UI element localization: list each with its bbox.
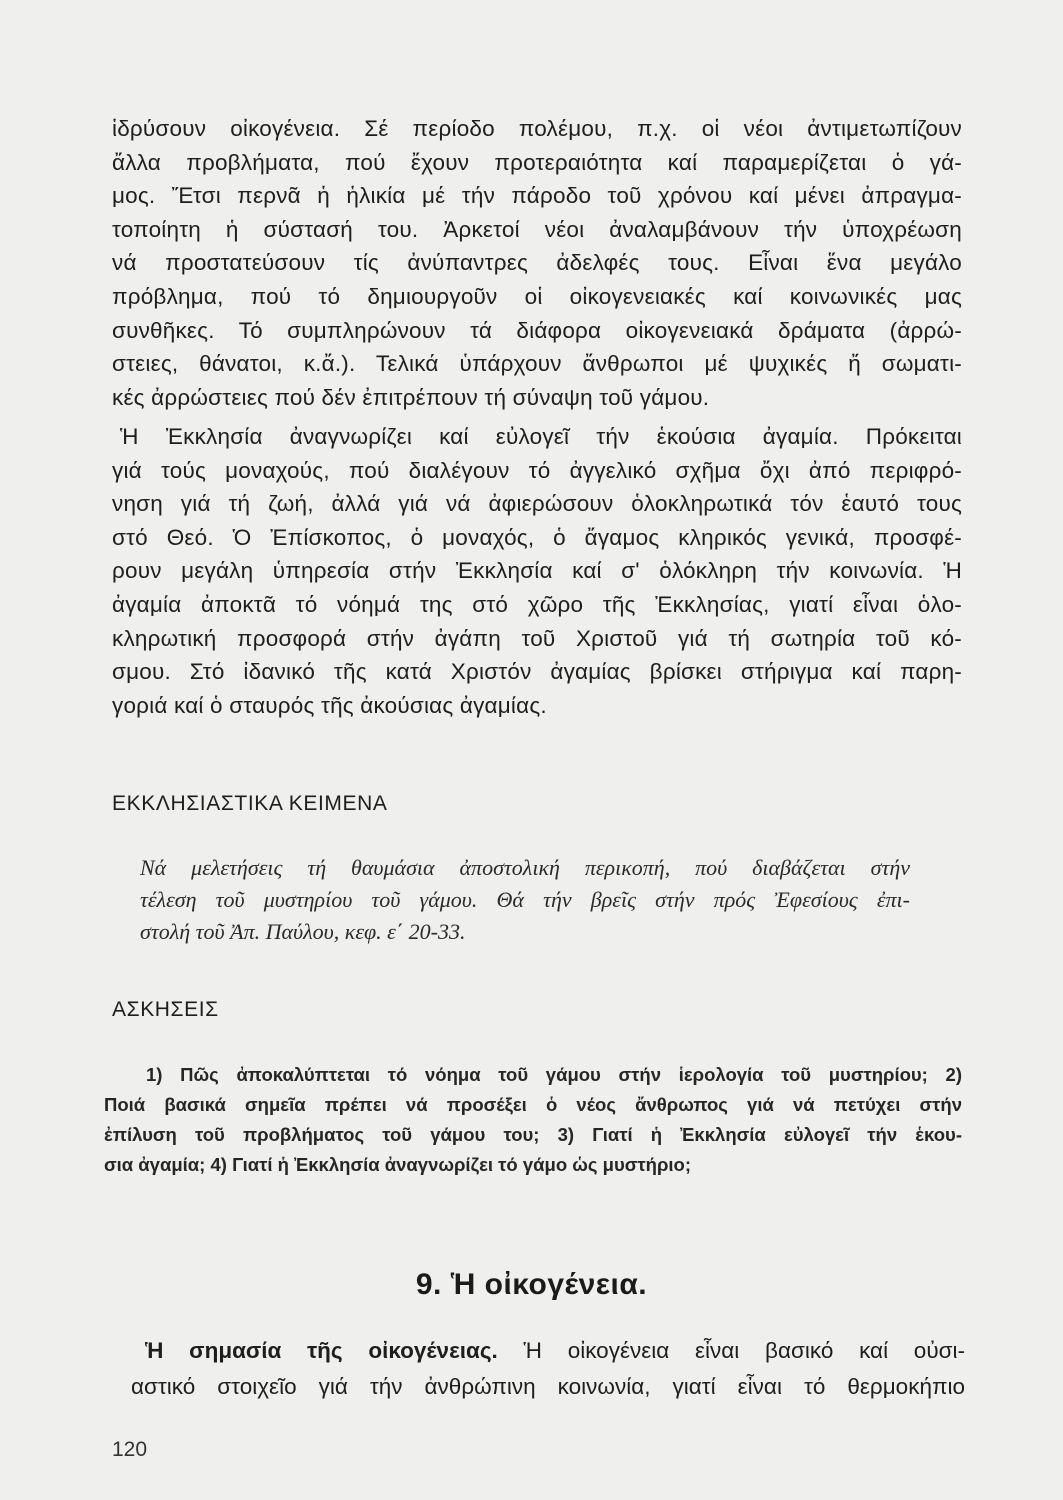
text-line: στειες, θάνατοι, κ.ἄ.). Τελικά ὑπάρχουν ἄνθρωποι μέ ψυχικές ἤ σωματι- bbox=[112, 351, 962, 377]
section-lead: Ἡ σημασία τῆς οἰκογένειας. bbox=[145, 1338, 498, 1363]
chapter-title: 9. Ἡ οἰκογένεια. bbox=[415, 1268, 648, 1301]
exercise-line: σια ἀγαμία; 4) Γιατί ἡ Ἐκκλησία ἀναγνωρίζει τό γάμο ὡς μυστήριο; bbox=[104, 1154, 692, 1175]
reading-line: Νά μελετήσεις τή θαυμάσια ἀποστολική περικοπή, πού διαβάζεται στήν bbox=[140, 855, 910, 880]
text-line: νηση γιά τή ζωή, ἀλλά γιά νά ἀφιερώσουν ὁλοκληρωτικά τόν ἑαυτό τους bbox=[112, 491, 962, 517]
text-line: νά προστατεύσουν τίς ἀνύπαντρες ἀδελφές τους. Εἶναι ἕνα μεγάλο bbox=[112, 250, 962, 276]
chapter-line-rest: Ἡ οἰκογένεια εἶναι βασικό καί οὐσι- bbox=[497, 1338, 965, 1363]
text-line: σμου. Στό ἰδανικό τῆς κατά Χριστόν ἀγαμίας βρίσκει στήριγμα καί παρη- bbox=[112, 659, 962, 685]
text-line: ἱδρύσουν οἰκογένεια. Σέ περίοδο πολέμου, π.χ. οἱ νέοι ἀντιμετωπίζουν bbox=[112, 116, 962, 141]
exercise-line: ἐπίλυση τοῦ προβλήματος τοῦ γάμου του; 3) Γιατί ἡ Ἐκκλησία εὐλογεῖ τήν ἑκου- bbox=[104, 1124, 962, 1145]
reading-line: τέλεση τοῦ μυστηρίου τοῦ γάμου. Θά τήν βρεῖς στήν πρός Ἐφεσίους ἐπι- bbox=[140, 887, 910, 912]
church-paragraph bbox=[112, 420, 962, 722]
text-line: κληρωτική προσφορά στήν ἀγάπη τοῦ Χριστοῦ γιά τή σωτηρία τοῦ κό- bbox=[112, 625, 962, 651]
reading-line: στολή τοῦ Ἀπ. Παύλου, κεφ. ε΄ 20-33. bbox=[140, 919, 466, 944]
text-line: γοριά καί ὁ σταυρός τῆς ἀκούσιας ἀγαμίας. bbox=[112, 692, 547, 718]
exercise-line: 1) Πῶς ἀποκαλύπτεται τό νόημα τοῦ γάμου στήν ἱερολογία τοῦ μυστηρίου; 2) bbox=[146, 1064, 962, 1085]
chapter-line bbox=[145, 1333, 965, 1369]
exercises-heading: ΑΣΚΗΣΕΙΣ bbox=[112, 998, 219, 1021]
text-line: ἄλλα προβλήματα, πού ἔχουν προτεραιότητα καί παραμερίζεται ὁ γά- bbox=[112, 149, 962, 175]
text-line: Ἡ Ἐκκλησία ἀναγνωρίζει καί εὐλογεῖ τήν ἑκούσια ἀγαμία. Πρόκειται bbox=[120, 424, 962, 449]
page-number: 120 bbox=[112, 1438, 148, 1461]
text-line: μος. Ἔτσι περνᾶ ἡ ἡλικία μέ τήν πάροδο τοῦ χρόνου καί μένει ἀπραγμα- bbox=[112, 183, 962, 209]
chapter-intro bbox=[131, 1333, 965, 1405]
text-line: ρουν μεγάλη ὑπηρεσία στήν Ἐκκλησία καί σ' ὁλόκληρη τήν κοινωνία. Ἡ bbox=[112, 558, 962, 584]
text-line: συνθῆκες. Τό συμπληρώνουν τά διάφορα οἰκογενειακά δράματα (ἀρρώ- bbox=[112, 317, 962, 343]
exercises-list bbox=[104, 1060, 962, 1180]
text-line: τοποίητη ἡ σύστασή του. Ἀρκετοί νέοι ἀναλαμβάνουν τήν ὑποχρέωση bbox=[112, 216, 962, 242]
text-line: πρόβλημα, πού τό δημιουργοῦν οἱ οἰκογενειακές καί κοινωνικές μας bbox=[112, 283, 962, 309]
chapter-line: αστικό στοιχεῖο γιά τήν ἀνθρώπινη κοινωνία, γιατί εἶναι τό θερμοκήπιο bbox=[131, 1374, 965, 1399]
text-line: γιά τούς μοναχούς, πού διαλέγουν τό ἀγγελικό σχῆμα ὄχι ἀπό περιφρό- bbox=[112, 457, 962, 483]
exercise-line: Ποιά βασικά σημεῖα πρέπει νά προσέξει ὁ νέος ἄνθρωπος γιά νά πετύχει στήν bbox=[104, 1094, 962, 1115]
church-texts-heading: ΕΚΚΛΗΣΙΑΣΤΙΚΑ ΚΕΙΜΕΝΑ bbox=[112, 792, 388, 815]
text-line: ἀγαμία ἀποκτᾶ τό νόημά της στό χῶρο τῆς Ἐκκλησίας, γιατί εἶναι ὁλο- bbox=[112, 591, 962, 617]
intro-paragraph bbox=[112, 112, 962, 414]
text-line: κές ἀρρώστειες πού δέν ἐπιτρέπουν τή σύναψη τοῦ γάμου. bbox=[112, 384, 710, 410]
text-line: στό Θεό. Ὁ Ἐπίσκοπος, ὁ μοναχός, ὁ ἄγαμος κληρικός γενικά, προσφέ- bbox=[112, 524, 962, 550]
church-texts-reading bbox=[140, 852, 910, 948]
